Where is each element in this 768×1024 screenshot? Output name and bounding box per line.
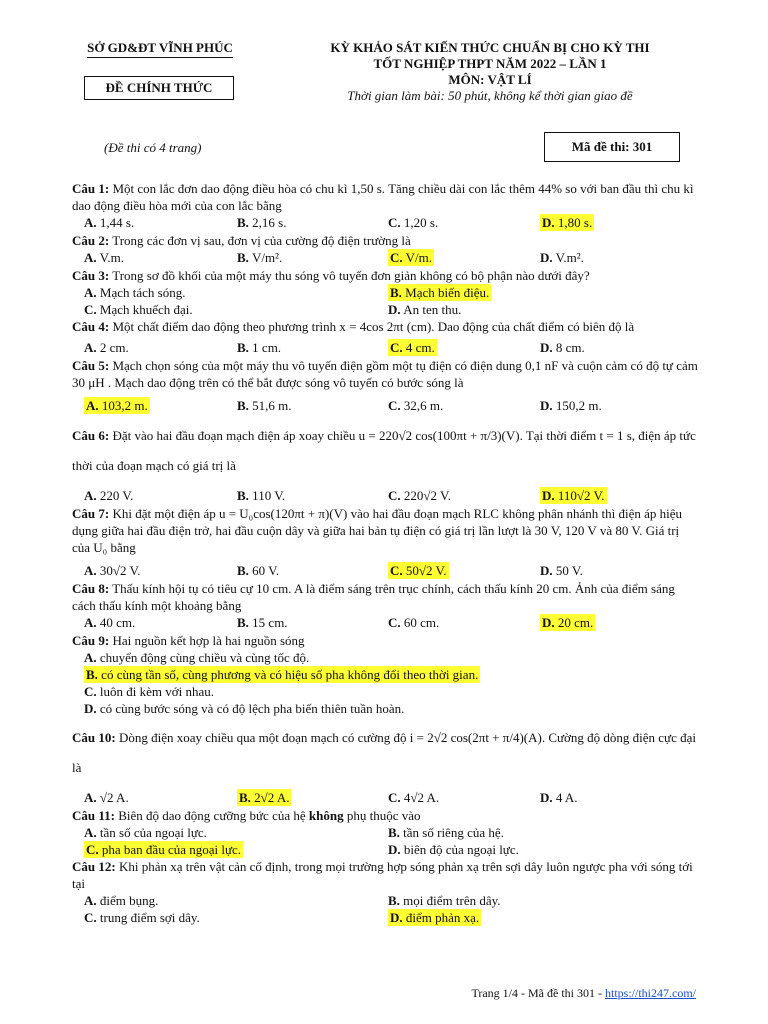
option-b[interactable]: B. mọi điểm trên dây. (388, 893, 501, 908)
department-name: SỞ GD&ĐT VĨNH PHÚC (80, 40, 240, 58)
option-b[interactable]: B. 15 cm. (237, 615, 288, 630)
option-a[interactable]: A. 2 cm. (84, 340, 129, 355)
question-text: Một con lắc đơn dao động điều hòa có chu kì 1,50 s. Tăng chiều dài con lắc thêm 44% so với ban đầu thì chu kì dao động điều hòa mới của con lắc bằng (72, 181, 694, 213)
option-b[interactable]: B. 51,6 m. (237, 398, 292, 413)
options-row (72, 649, 698, 666)
option-c[interactable]: C. Mạch khuếch đại. (84, 302, 193, 317)
question-7: Câu 7: Khi đặt một điện áp u = U₀cos(120πt + π)(V) vào hai đầu đoạn mạch RLC không phân nhánh thì điện áp hiệu dụng giữa hai đầu điện trở, hai đầu cuộn dây và giữa hai bản tụ điện có giá trị lần lượt là 30 V, 120 V và 80 V. Giá trị của U₀ bằng (72, 506, 682, 555)
option-d-answer[interactable]: D. 110√2 V. (542, 488, 605, 503)
option-c[interactable]: C. 32,6 m. (388, 398, 444, 413)
option-d[interactable]: D. 150,2 m. (540, 398, 602, 413)
options-row (72, 824, 698, 841)
option-c-answer[interactable]: C. pha ban đầu của ngoại lực. (86, 842, 242, 857)
options-row (72, 614, 698, 632)
options-row (72, 892, 698, 909)
option-d[interactable]: D. có cùng bước sóng và có độ lệch pha biến thiên tuần hoàn. (84, 701, 405, 716)
question-11: Câu 11: Biên độ dao động cưỡng bức của hệ không phụ thuộc vào (72, 808, 421, 823)
exam-title-block (290, 40, 690, 104)
options-row (72, 562, 698, 580)
options-row (72, 397, 698, 415)
question-2: Câu 2: Trong các đơn vị sau, đơn vị của cường độ điện trường là (72, 233, 411, 248)
question-3: Câu 3: Trong sơ đồ khối của một máy thu sóng vô tuyến đơn giản không có bộ phận nào dưới đây? (72, 268, 590, 283)
option-a[interactable]: A. điểm bụng. (84, 893, 159, 908)
official-exam-label: ĐỀ CHÍNH THỨC (84, 76, 234, 100)
option-c[interactable]: C. 4√2 A. (388, 790, 440, 805)
question-6: Câu 6: Đặt vào hai đầu đoạn mạch điện áp xoay chiều u = 220√2 cos(100πt + π/3)(V). Tại thời điểm t = 1 s, điện áp tức thời của đoạn mạch có giá trị là (72, 428, 696, 473)
option-d[interactable]: D. An ten thu. (388, 302, 462, 317)
question-4: Câu 4: Một chất điểm dao động theo phương trình x = 4cos 2πt (cm). Dao động của chất điểm có biên độ là (72, 319, 635, 334)
options-row (72, 214, 698, 232)
option-d-answer[interactable]: D. 1,80 s. (542, 215, 593, 230)
options-row (72, 339, 698, 357)
option-d-answer[interactable]: D. điểm phản xạ. (390, 910, 480, 925)
option-a[interactable]: A. 220 V. (84, 488, 134, 503)
option-b[interactable]: B. V/m². (237, 250, 283, 265)
pages-note: (Đề thi có 4 trang) (104, 140, 202, 155)
exam-time: Thời gian làm bài: 50 phút, không kể thời gian giao đề (347, 88, 633, 103)
question-8: Câu 8: Thấu kính hội tụ có tiêu cự 10 cm. A là điểm sáng trên trục chính, cách thấu kính 20 cm. Ảnh của điểm sáng cách thấu kính một khoảng bằng (72, 581, 675, 613)
option-c-answer[interactable]: C. 4 cm. (390, 340, 435, 355)
options-row (72, 700, 698, 717)
option-d[interactable]: D. 50 V. (540, 563, 583, 578)
option-a-answer[interactable]: A. 103,2 m. (86, 398, 148, 413)
option-c[interactable]: C. luôn đi kèm với nhau. (84, 684, 215, 699)
option-c-answer[interactable]: C. 50√2 V. (390, 563, 447, 578)
option-b-answer[interactable]: B. 2√2 A. (239, 790, 290, 805)
option-a[interactable]: A. V.m. (84, 250, 124, 265)
option-a[interactable]: A. Mạch tách sóng. (84, 285, 186, 300)
option-a[interactable]: A. 1,44 s. (84, 215, 135, 230)
question-list (72, 180, 698, 926)
question-9: Câu 9: Hai nguồn kết hợp là hai nguồn sóng (72, 633, 305, 648)
question-12: Câu 12: Khi phản xạ trên vật cản cố định, trong mọi trường hợp sóng phản xạ trên sợi dây luôn ngược pha với sóng tới tại (72, 859, 693, 891)
option-a[interactable]: A. 40 cm. (84, 615, 136, 630)
option-c[interactable]: C. 1,20 s. (388, 215, 439, 230)
footer-link[interactable]: https://thi247.com/ (604, 986, 696, 1000)
option-b-answer[interactable]: B. Mạch biến điệu. (390, 285, 490, 300)
options-row (72, 909, 698, 926)
option-d-answer[interactable]: D. 20 cm. (542, 615, 594, 630)
options-row (72, 841, 698, 858)
option-d[interactable]: D. V.m². (540, 250, 584, 265)
question-1 (72, 180, 698, 214)
exam-code: Mã đề thi: 301 (544, 132, 680, 162)
options-row (72, 301, 698, 318)
options-row (72, 683, 698, 700)
option-a[interactable]: A. tần số của ngoại lực. (84, 825, 207, 840)
page-footer (471, 986, 696, 1001)
option-b[interactable]: B. 1 cm. (237, 340, 282, 355)
exam-title-line1: KỲ KHẢO SÁT KIẾN THỨC CHUẨN BỊ CHO KỲ THI (330, 40, 650, 55)
options-row (72, 789, 698, 807)
option-c[interactable]: C. 220√2 V. (388, 488, 452, 503)
option-d[interactable]: D. 8 cm. (540, 340, 585, 355)
option-a[interactable]: A. chuyển động cùng chiều và cùng tốc độ. (84, 650, 310, 665)
footer-text: Trang 1/4 - Mã đề thi 301 - (471, 986, 605, 1000)
option-b-answer[interactable]: B. có cùng tần số, cùng phương và có hiệu số pha không đổi theo thời gian. (86, 667, 479, 682)
option-c-answer[interactable]: C. V/m. (390, 250, 433, 265)
options-row (72, 487, 698, 505)
option-d[interactable]: D. 4 A. (540, 790, 578, 805)
option-c[interactable]: C. trung điểm sợi dây. (84, 910, 200, 925)
question-label: Câu 1: (72, 181, 110, 196)
option-b[interactable]: B. 2,16 s. (237, 215, 287, 230)
question-10: Câu 10: Dòng điện xoay chiều qua một đoạn mạch có cường độ i = 2√2 cos(2πt + π/4)(A). Cường độ dòng điện cực đại là (72, 730, 697, 775)
question-5: Câu 5: Mạch chọn sóng của một máy thu vô tuyến điện gồm một tụ điện có điện dung 0,1 nF và cuộn cảm có độ tự cảm 30 μH . Mạch dao động trên có thể bắt được sóng vô tuyến có bước sóng là (72, 358, 698, 390)
option-c[interactable]: C. 60 cm. (388, 615, 440, 630)
option-a[interactable]: A. 30√2 V. (84, 563, 141, 578)
options-row (72, 666, 698, 683)
option-b[interactable]: B. 110 V. (237, 488, 286, 503)
options-row (72, 284, 698, 301)
option-b[interactable]: B. tần số riêng của hệ. (388, 825, 504, 840)
option-d[interactable]: D. biên độ của ngoại lực. (388, 842, 519, 857)
exam-title-line2: TỐT NGHIỆP THPT NĂM 2022 – LẦN 1 (373, 56, 607, 71)
option-b[interactable]: B. 60 V. (237, 563, 280, 578)
option-a[interactable]: A. √2 A. (84, 790, 129, 805)
options-row (72, 249, 698, 267)
exam-subject: MÔN: VẬT LÍ (448, 72, 532, 87)
